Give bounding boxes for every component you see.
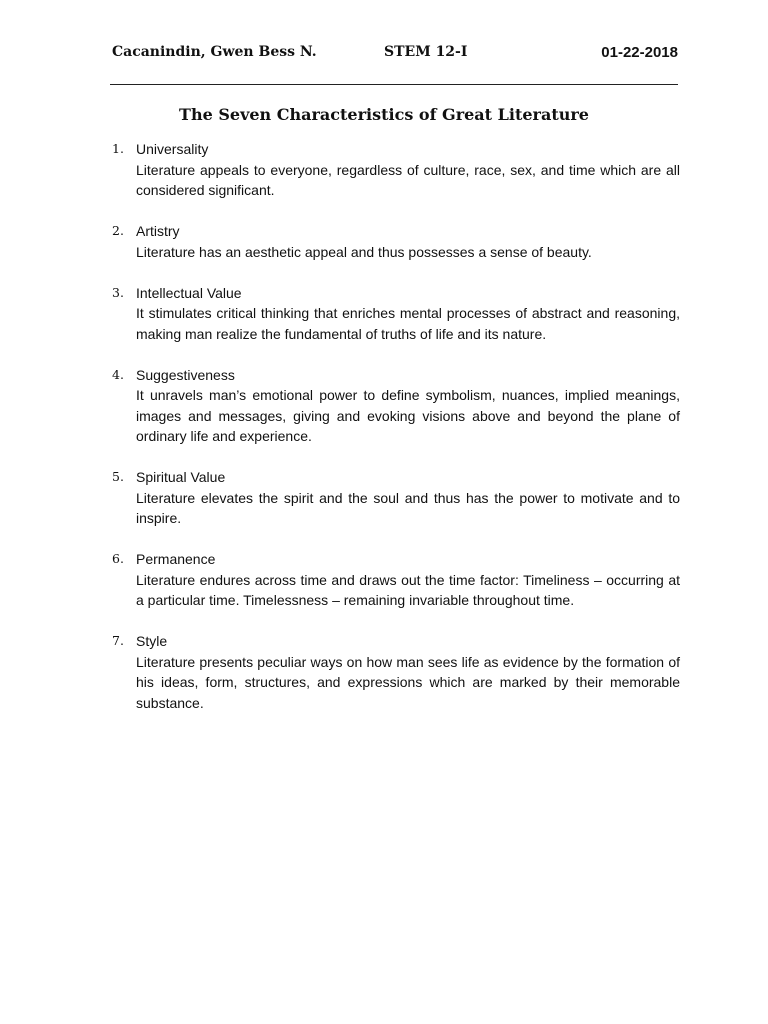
- item-heading: Universality: [136, 141, 209, 157]
- list-item-universality: [110, 139, 680, 201]
- item-number: 3.: [112, 284, 124, 300]
- characteristics-list: [110, 139, 680, 734]
- document-header: [112, 44, 678, 68]
- student-name: Cacanindin, Gwen Bess N.: [112, 44, 317, 60]
- item-number: 6.: [112, 551, 124, 566]
- item-heading: Permanence: [136, 551, 216, 567]
- list-item-style: [110, 631, 680, 713]
- item-description: Literature presents peculiar ways on how man sees life as evidence by the formation of his ideas, form, structures, and expressions which are marked by their memorable substance.: [136, 653, 680, 711]
- item-heading: Intellectual Value: [136, 284, 242, 301]
- item-heading: Style: [136, 633, 168, 649]
- item-description: It unravels man’s emotional power to define symbolism, nuances, implied meanings, images and messages, giving and evoking visions above and beyond the plane of ordinary life and experience.: [136, 387, 680, 444]
- list-item-intellectual-value: [110, 283, 680, 345]
- class-section: STEM 12-I: [384, 44, 468, 60]
- list-item-artistry: [110, 221, 680, 262]
- item-heading: Artistry: [136, 223, 180, 239]
- item-number: 1.: [112, 141, 124, 156]
- item-description: Literature endures across time and draws out the time factor: Timeliness – occurring at a particular time. Timelessness – remaining invariable throughout time.: [136, 571, 680, 608]
- item-number: 4.: [112, 366, 124, 382]
- item-number: 5.: [112, 469, 124, 484]
- item-heading: Spiritual Value: [136, 469, 226, 485]
- item-heading: Suggestiveness: [136, 366, 235, 383]
- page-title: The Seven Characteristics of Great Literature: [179, 105, 589, 124]
- item-description: Literature elevates the spirit and the soul and thus has the power to motivate and to inspire.: [136, 489, 680, 526]
- item-description: Literature appeals to everyone, regardless of culture, race, sex, and time which are all considered significant.: [136, 161, 680, 198]
- list-item-permanence: [110, 549, 680, 611]
- item-description: It stimulates critical thinking that enriches mental processes of abstract and reasoning, making man realize the fundamental of truths of life and its nature.: [136, 305, 680, 342]
- item-number: 7.: [112, 633, 124, 648]
- document-date: 01-22-2018: [601, 44, 678, 61]
- list-item-suggestiveness: [110, 365, 680, 447]
- header-divider: [110, 84, 678, 85]
- item-number: 2.: [112, 223, 124, 238]
- list-item-spiritual-value: [110, 467, 680, 529]
- item-description: Literature has an aesthetic appeal and thus possesses a sense of beauty.: [136, 243, 592, 260]
